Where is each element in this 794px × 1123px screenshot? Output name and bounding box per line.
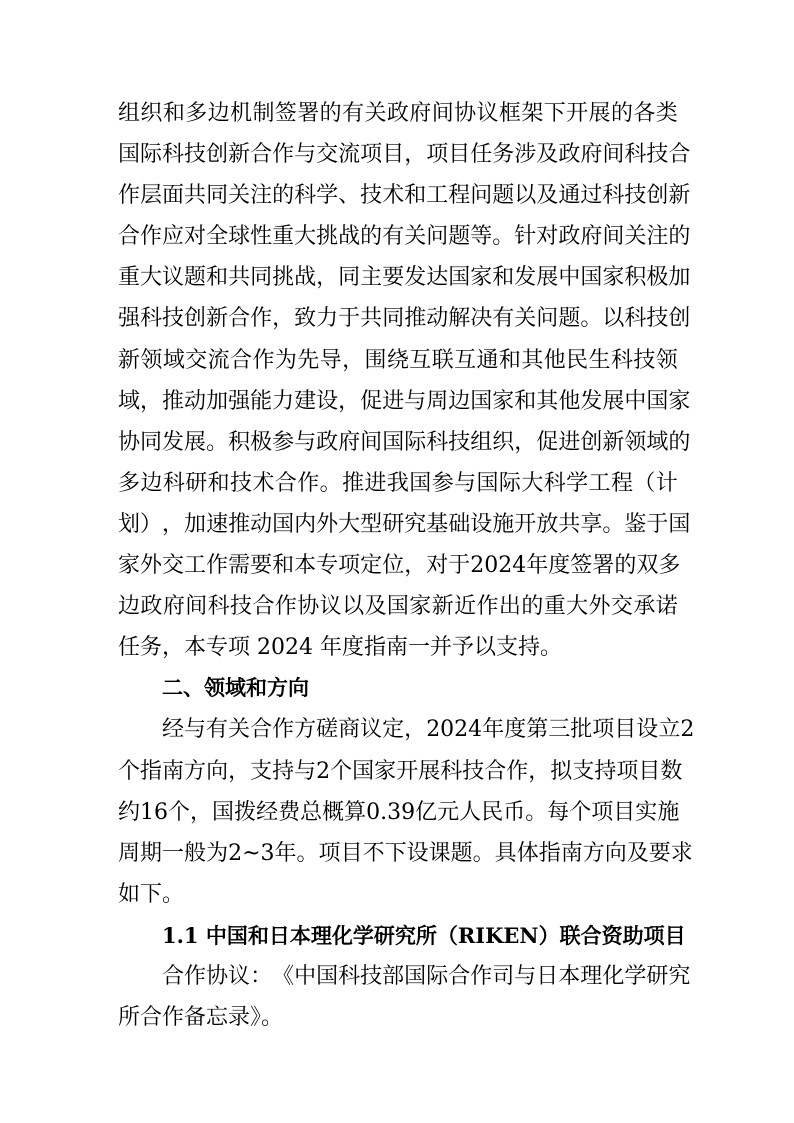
text-line: 域 ， 推 动 加 强 能 力 建 设 ， 促 进 与 周 边 国 家 和 其 他 发 展 中 国 家 bbox=[118, 388, 691, 414]
text-line: 强 科 技 创 新 合 作 ， 致 力 于 共 同 推 动 解 决 有 关 问 题 。 以 科 技 创 bbox=[118, 306, 691, 332]
text-line: 所合作备忘录》。 bbox=[118, 1005, 284, 1031]
text-line: 划 ） ， 加 速 推 动 国 内 外 大 型 研 究 基 础 设 施 开 放 共 享 。 鉴 于 国 bbox=[118, 511, 691, 537]
text-line: 约 16 个 ， 国 拨 经 费 总 概 算 0.39 亿 元 人 民 币 。 每 个 项 目 实 施 bbox=[118, 799, 680, 825]
text-line: 边 政 府 间 科 技 合 作 协 议 以 及 国 家 新 近 作 出 的 重 大 外 交 承 诺 bbox=[118, 594, 678, 620]
text-line: 合 作 应 对 全 球 性 重 大 挑 战 的 有 关 问 题 等 。 针 对 政 府 间 关 注 的 bbox=[118, 224, 691, 250]
text-line: 国 际 科 技 创 新 合 作 与 交 流 项 目 ， 项 目 任 务 涉 及 政 府 间 科 技 合 bbox=[118, 142, 691, 168]
text-line: 新 领 域 交 流 合 作 为 先 导 ， 围 绕 互 联 互 通 和 其 他 民 生 科 技 领 bbox=[118, 347, 678, 373]
text-line: 组 织 和 多 边 机 制 签 署 的 有 关 政 府 间 协 议 框 架 下 开 展 的 各 类 bbox=[118, 101, 678, 126]
text-line: 如下。 bbox=[118, 881, 185, 907]
text-line: 任务，本专项 2024 年度指南一并予以支持。 bbox=[118, 635, 562, 661]
section-heading: 二、领域和方向 bbox=[162, 676, 309, 701]
text-line: 作 层 面 共 同 关 注 的 科 学 、 技 术 和 工 程 问 题 以 及 通 过 科 技 创 新 bbox=[118, 183, 691, 209]
text-line: 家 外 交 工 作 需 要 和 本 专 项 定 位 ， 对 于 2024 年 度 签 署 的 双 多 bbox=[118, 553, 681, 579]
text-line: 合 作 协 议 ： 《 中 国 科 技 部 国 际 合 作 司 与 日 本 理 化 学 研 究 bbox=[162, 963, 691, 989]
text-line: 多 边 科 研 和 技 术 合 作 。 推 进 我 国 参 与 国 际 大 科 学 工 程 （ 计 bbox=[118, 470, 678, 496]
text-line: 经 与 有 关 合 作 方 磋 商 议 定 ， 2024 年 度 第 三 批 项 目 设 立 2 bbox=[162, 717, 695, 743]
document-body bbox=[118, 93, 695, 1038]
paragraph-agreement bbox=[118, 956, 691, 1038]
text-line: 协 同 发 展 。 积 极 参 与 政 府 间 国 际 科 技 组 织 ， 促 进 创 新 领 域 的 bbox=[118, 429, 691, 455]
paragraph-fields bbox=[118, 709, 695, 914]
text-line: 重 大 议 题 和 共 同 挑 战 ， 同 主 要 发 达 国 家 和 发 展 中 国 家 积 极 加 bbox=[118, 265, 691, 291]
text-line: 周 期 一 般 为 2~3 年 。 项 目 不 下 设 课 题 。 具 体 指 南 方 向 及 要 求 bbox=[118, 840, 693, 866]
text-line: 个 指 南 方 向 ， 支 持 与 2 个 国 家 开 展 科 技 合 作 ， 拟 支 持 项 目 数 bbox=[118, 758, 683, 784]
subsection-heading: 1.1 中国和日本理化学研究所（RIKEN）联合资助项目 bbox=[162, 922, 686, 948]
paragraph-intro bbox=[118, 93, 691, 668]
